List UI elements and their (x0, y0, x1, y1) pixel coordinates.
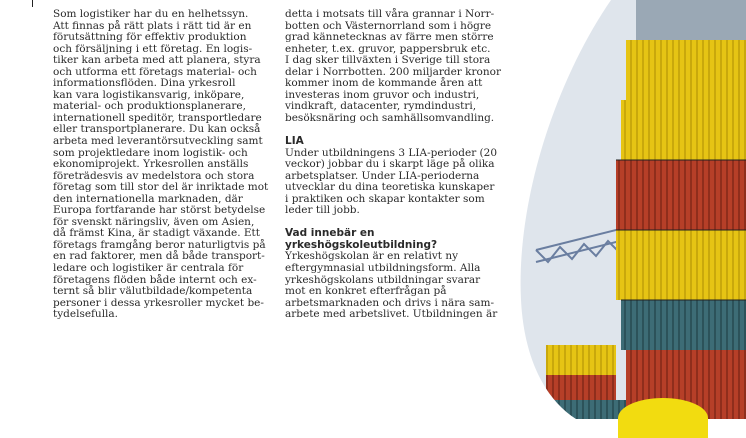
yellow-accent-shape (618, 398, 708, 438)
col2-para2-line: i praktiken och skapar kontakter som (285, 192, 485, 205)
col1-lines-line: ekonomiprojekt. Yrkesrollen anställs (53, 158, 249, 171)
col1-lines-line: tydelsefulla. (53, 308, 119, 321)
col1-lines-line: tiker kan arbeta med att planera, styra (53, 54, 261, 67)
col1-lines-line: arbeta med leverantörsutveckling samt (53, 135, 263, 148)
col1-lines-line: och utforma ett företags material- och (53, 65, 257, 78)
column-left (53, 9, 278, 321)
heading-yh-line-1: Vad innebär en (285, 227, 375, 240)
col2-para1-line: delar i Norrbotten. 200 miljarder kronor (285, 65, 501, 78)
col2-para2-line: veckor) jobbar du i skarpt läge på olika (285, 158, 495, 171)
col2-para2-line: utvecklar du dina teoretiska kunskaper (285, 181, 495, 194)
col1-lines-line: material- och produktionsplanerare, (53, 100, 246, 113)
col1-lines-line: företag som till stor del är inriktade mot (53, 181, 269, 194)
col2-para1-line: grad kännetecknas av färre men större (285, 31, 494, 44)
col2-para3-line: eftergymnasial utbildningsform. Alla (285, 262, 481, 275)
col2-para1-line: kommer inom de kommande åren att (285, 77, 483, 90)
container-photo (516, 0, 746, 419)
col1-lines-line: Att finnas på rätt plats i rätt tid är en (53, 19, 252, 32)
col2-para3-line: mot en konkret efterfrågan på (285, 285, 447, 298)
column-middle (285, 9, 507, 321)
col2-para3-line: arbetsmarknaden och drivs i nära sam- (285, 296, 495, 309)
col2-para3-line: Yrkeshögskolan är en relativt ny (285, 250, 459, 263)
col2-para1-line: vindkraft, datacenter, rymdindustri, (285, 100, 477, 113)
col2-para2-line: leder till jobb. (285, 204, 360, 217)
col1-lines-line: en rad faktorer, men då både transport- (53, 250, 265, 263)
lia-paragraph (285, 148, 507, 217)
heading-lia: LIA (285, 135, 304, 148)
intro-paragraph (53, 9, 278, 321)
heading-yh-line-2: yrkeshögskoleutbildning? (285, 238, 438, 251)
col1-lines-line: då främst Kina, är stadigt växande. Ett (53, 227, 260, 240)
col2-para3-line: arbete med arbetslivet. Utbildningen är (285, 308, 498, 321)
yh-paragraph (285, 251, 507, 320)
col2-para2-line: arbetsplatser. Under LIA-perioderna (285, 169, 480, 182)
col1-lines-line: internationell speditör, transportledare (53, 111, 262, 124)
col2-para1-line: botten och Västernorrland som i högre (285, 19, 492, 32)
top-rule (32, 0, 33, 7)
col1-lines-line: personer i dessa yrkesroller mycket be- (53, 296, 264, 309)
photo-illustration (516, 0, 746, 419)
col1-lines-line: eller transportplanerare. Du kan också (53, 123, 261, 136)
col2-para1-line: besöksnäring och samhällsomvandling. (285, 111, 495, 124)
col1-lines-line: som projektledare inom logistik- och (53, 146, 248, 159)
col1-lines-line: kan vara logistikansvarig, inköpare, (53, 88, 245, 101)
col1-lines-line: ternt så blir välutbildade/kompetenta (53, 285, 253, 298)
col2-para1-line: I dag sker tillväxten i Sverige till stora (285, 54, 491, 67)
col1-lines-line: Som logistiker har du en helhetssyn. (53, 8, 249, 20)
col1-lines-line: den internationella marknaden, där (53, 192, 243, 205)
col1-lines-line: företrädesvis av medelstora och stora (53, 169, 255, 182)
col1-lines-line: ledare och logistiker är centrala för (53, 262, 244, 275)
col1-lines-line: företags framgång beror naturligtvis på (53, 238, 266, 251)
col1-lines-line: förutsättning för effektiv produktion (53, 31, 247, 44)
col1-lines-line: informationsflöden. Dina yrkesroll (53, 77, 236, 90)
growth-paragraph (285, 9, 507, 124)
col1-lines-line: företagens flöden både internt och ex- (53, 273, 257, 286)
col1-lines-line: Europa fortfarande har störst betydelse (53, 204, 266, 217)
col2-para2-line: Under utbildningens 3 LIA-perioder (20 (285, 146, 498, 159)
col1-lines-line: för svenskt näringsliv, även om Asien, (53, 215, 255, 228)
col2-para1-line: enheter, t.ex. gruvor, pappersbruk etc. (285, 42, 491, 55)
col2-para3-line: yrkeshögskolans utbildningar svarar (285, 273, 481, 286)
col2-para1-line: detta i motsats till våra grannar i Norr- (285, 8, 495, 20)
col1-lines-line: och försäljning i ett företag. En logis- (53, 42, 253, 55)
col2-para1-line: investeras inom gruvor och industri, (285, 88, 480, 101)
